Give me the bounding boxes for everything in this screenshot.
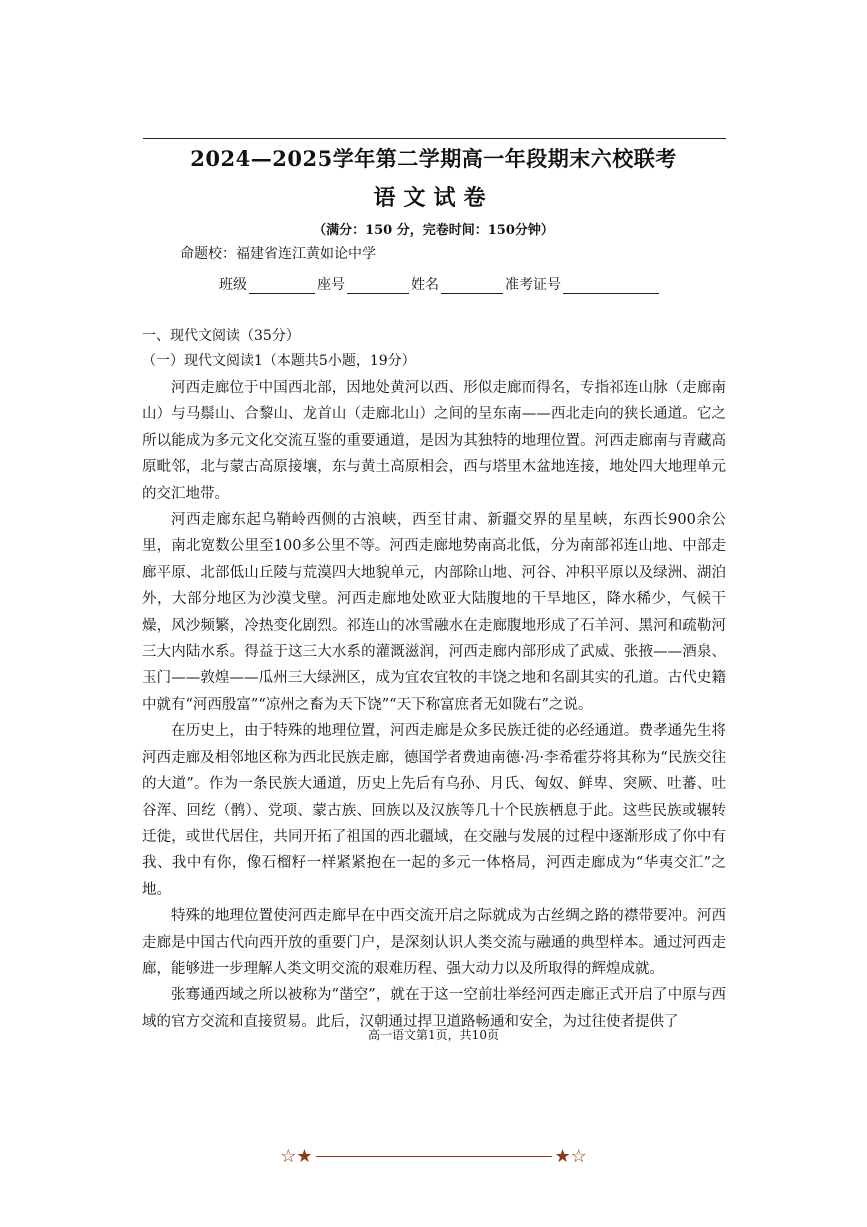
star-filled-icon: ★ bbox=[554, 1146, 571, 1167]
exam-meta: （满分：150 分，完卷时间：150分钟） bbox=[313, 223, 554, 238]
name-blank[interactable] bbox=[441, 279, 503, 294]
section-heading: 一、现代文阅读（35分） bbox=[142, 328, 300, 344]
page-footer: 高一语文第1页，共10页 bbox=[368, 1028, 499, 1042]
school-line: 命题校：福建省连江黄如论中学 bbox=[180, 246, 376, 262]
star-filled-icon: ★ bbox=[296, 1146, 313, 1167]
star-outline-icon: ☆ bbox=[280, 1146, 297, 1167]
subject-title: 语文试卷 bbox=[373, 185, 494, 211]
paragraph: 张骞通西域之所以被称为“凿空”，就在于这一空前壮举经河西走廊正式开启了中原与西域的官方交流和直接贸易。此后，汉朝通过捍卫道路畅通和安全，为过往使者提供了 bbox=[142, 987, 726, 1030]
divider-line bbox=[316, 1156, 552, 1157]
exam-id-blank[interactable] bbox=[563, 279, 659, 294]
top-rule bbox=[143, 138, 726, 139]
seat-label: 座号 bbox=[317, 277, 345, 293]
subsection-heading: （一）现代文阅读1（本题共5小题，19分） bbox=[142, 353, 416, 369]
exam-id-label: 准考证号 bbox=[505, 277, 561, 293]
paragraph: 河西走廊位于中国西北部，因地处黄河以西、形似走廊而得名，专指祁连山脉（走廊南山）与马鬃山、合黎山、龙首山（走廊北山）之间的呈东南——西北走向的狭长通道。它之所以能成为多元文化交流互鉴的重要通道，是因为其独特的地理位置。河西走廊南与青藏高原毗邻，北与蒙古高原接壤，东与黄土高原相会，西与塔里木盆地连接，地处四大地理单元的交汇地带。 bbox=[142, 380, 726, 502]
student-info-fields bbox=[219, 274, 661, 294]
seat-blank[interactable] bbox=[347, 279, 409, 294]
exam-title: 2024—2025学年第二学期高一年段期末六校联考 bbox=[190, 146, 677, 171]
class-blank[interactable] bbox=[249, 279, 315, 294]
paragraph: 特殊的地理位置使河西走廊早在中西交流开启之际就成为古丝绸之路的襟带要冲。河西走廊是中国古代向西开放的重要门户，是深刻认识人类交流与融通的典型样本。通过河西走廊，能够进一步理解人类文明交流的艰难历程、强大动力以及所取得的辉煌成就。 bbox=[142, 908, 726, 977]
star-outline-icon: ☆ bbox=[570, 1146, 587, 1167]
reading-passage bbox=[142, 375, 726, 1035]
name-label: 姓名 bbox=[411, 277, 439, 293]
class-label: 班级 bbox=[219, 277, 247, 293]
decorative-divider bbox=[0, 1146, 867, 1167]
paragraph: 河西走廊东起乌鞘岭西侧的古浪峡，西至甘肃、新疆交界的星星峡，东西长900余公里，南北宽数公里至100多公里不等。河西走廊地势南高北低，分为南部祁连山地、中部走廊平原、北部低山丘陵与荒漠四大地貌单元，内部除山地、河谷、冲积平原以及绿洲、湖泊外，大部分地区为沙漠戈壁。河西走廊地处欧亚大陆腹地的干旱地区，降水稀少，气候干燥，风沙频繁，冷热变化剧烈。祁连山的冰雪融水在走廊腹地形成了石羊河、黑河和疏勒河三大内陆水系。得益于这三大水系的灌溉滋润，河西走廊内部形成了武威、张掖——酒泉、玉门——敦煌——瓜州三大绿洲区，成为宜农宜牧的丰饶之地和名副其实的孔道。古代史籍中就有“河西殷富”“凉州之畜为天下饶”“天下称富庶者无如陇右”之说。 bbox=[142, 512, 726, 713]
paragraph: 在历史上，由于特殊的地理位置，河西走廊是众多民族迁徙的必经通道。费孝通先生将河西走廊及相邻地区称为西北民族走廊，德国学者费迪南德·冯·李希霍芬将其称为“民族交往的大道”。作为一条民族大通道，历史上先后有乌孙、月氏、匈奴、鲜卑、突厥、吐蕃、吐谷浑、回纥（鹘）、党项、蒙古族、回族以及汉族等几十个民族栖息于此。这些民族或辗转迁徙，或世代居住，共同开拓了祖国的西北疆域，在交融与发展的过程中逐渐形成了你中有我、我中有你，像石榴籽一样紧紧抱在一起的多元一体格局，河西走廊成为“华夷交汇”之地。 bbox=[142, 723, 726, 898]
